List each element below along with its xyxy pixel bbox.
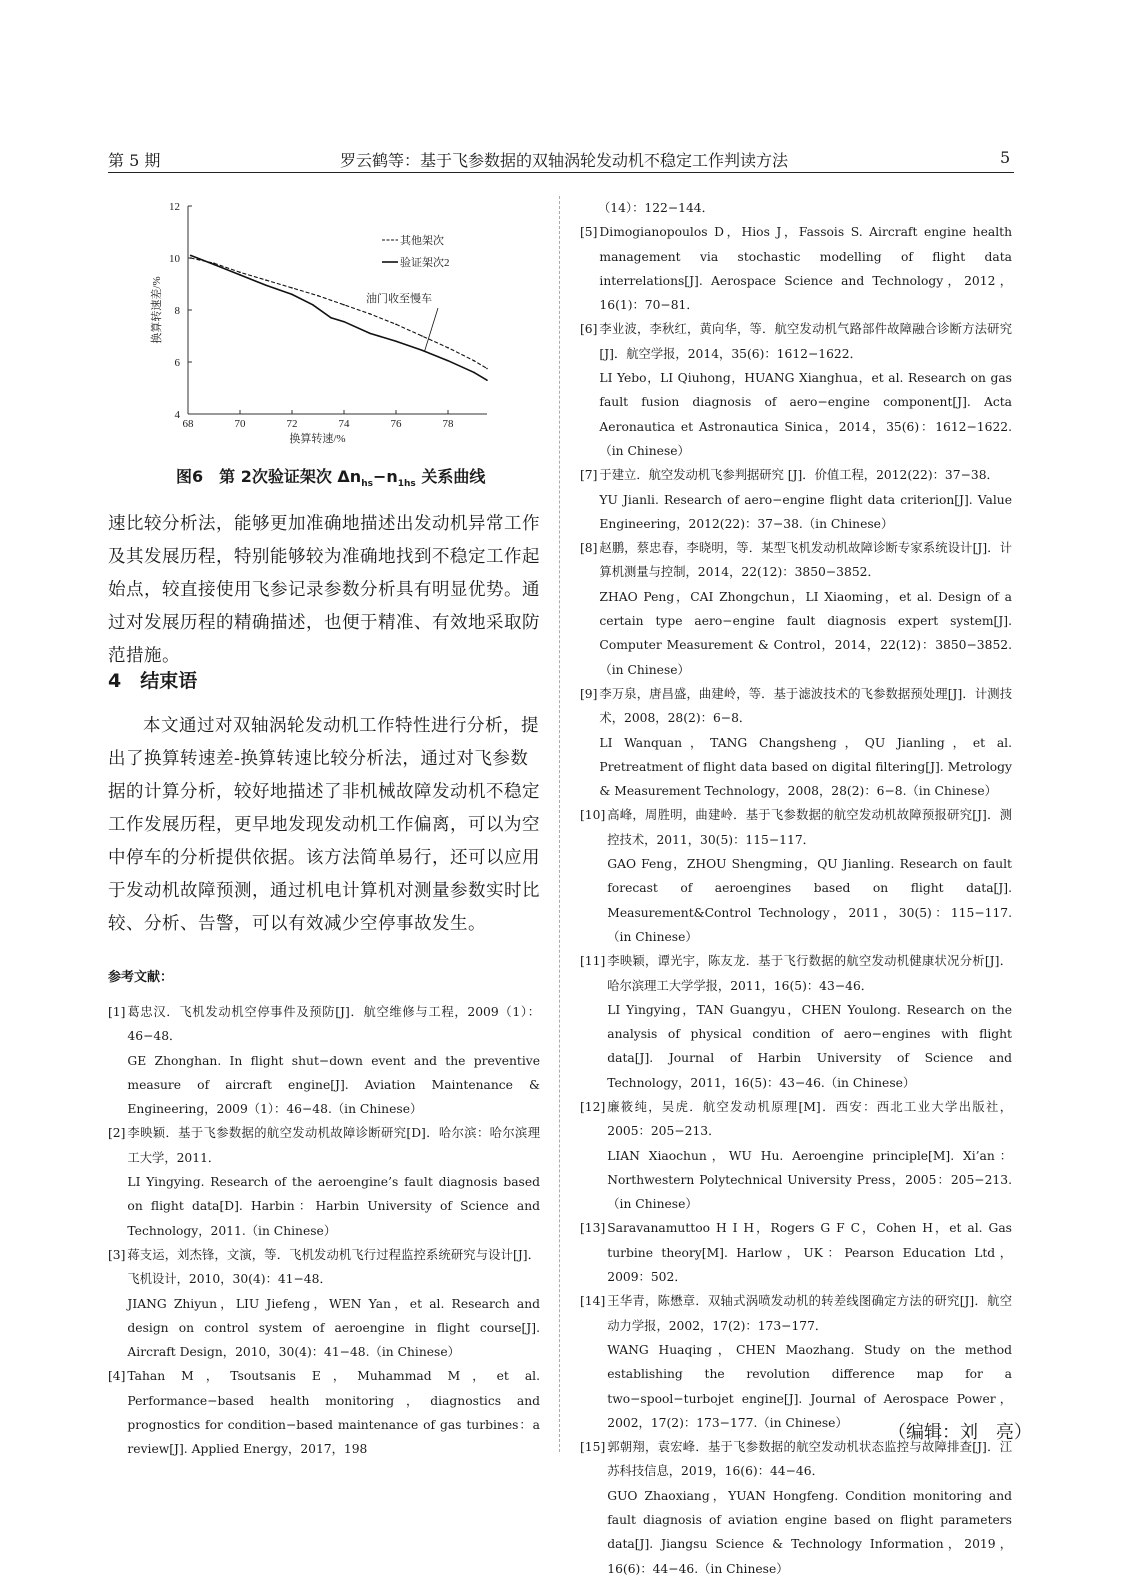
reference-number: [15] [580, 1440, 606, 1455]
caption-sub2: 1hs [397, 479, 416, 490]
reference-continuation: （14）：122−144． [598, 201, 714, 215]
reference-number: [10] [580, 808, 606, 823]
body-paragraph-1: 速比较分析法，能够更加准确地描述出发动机异常工作及其发展历程，特别能够较为准确地找到不稳定工作起始点，较直接使用飞参记录参数分析具有明显优势。通过对发展历程的精确描述，也便于精准、有效地采取防范措施。 [108, 514, 540, 666]
reference-number: [4] [108, 1369, 126, 1384]
data-point [343, 304, 345, 306]
reference-text: 王华青，陈懋章．双轴式涡喷发动机的转差线图确定方法的研究[J]．航空动力学报，2002，17(2)：173−177． [607, 1294, 1012, 1333]
reference-translation: LI Yebo，LI Qiuhong，HUANG Xianghua，et al. Research on gas fault fusion diagnosis of aero−engine component[J]. Acta Aeronautica et Astronautica Sinica，2014，35(6)：1612−1622.（in Chinese） [599, 371, 1012, 458]
chart-series [190, 255, 488, 381]
reference-text: Dimogianopoulos D，Hios J，Fassois S. Aircraft engine health management via stochastic modelling of flight data interrelations[J]. Aerospace Science and Technology，2012，16(1)：70−81． [599, 225, 1012, 313]
reference-translation: GE Zhonghan. In flight shut−down event and the preventive measure of aircraft engine[J]. Aviation Maintenance & Engineering，2009（1）：46−48.（in Chinese） [127, 1053, 540, 1117]
reference-number: [5] [580, 225, 598, 240]
x-tick-label: 70 [234, 418, 246, 430]
data-point [369, 313, 371, 315]
data-point [473, 360, 475, 362]
reference-text: 李业波，李秋红，黄向华，等．航空发动机气路部件故障融合诊断方法研究[J]．航空学报，2014，35(6)：1612−1622． [599, 322, 1012, 361]
annotation-pointer [425, 308, 438, 351]
data-point [239, 274, 241, 276]
data-point [265, 279, 267, 281]
reference-text: Tahan M，Tsoutsanis E，Muhammad M，et al. Performance−based health monitoring，diagnostics and prognostics for condition−based maintenance of gas turbines：a review[J]. Applied Energy，2017，198 [127, 1369, 540, 1457]
reference-item [108, 1121, 540, 1242]
reference-text: 葛忠汉．飞机发动机空停事件及预防[J]．航空维修与工程，2009（1）：46−48． [127, 1005, 540, 1044]
reference-item [580, 1095, 1012, 1216]
reference-translation: LI Yingying，TAN Guangyu，CHEN Youlong. Research on the analysis of physical condition of aero−engines with flight data[J]. Journal of Harbin University of Science and Technology，2011，16(5)：43−46.（in Chinese） [607, 1002, 1012, 1090]
reference-item [580, 1216, 1012, 1289]
reference-text: 蒋支运，刘杰锋，文演，等．飞机发动机飞行过程监控系统研究与设计[J]．飞机设计，2010，30(4)：41−48． [127, 1247, 540, 1287]
data-point [395, 340, 397, 342]
reference-number: [11] [580, 954, 606, 969]
reference-text: 李万泉，唐昌盛，曲建岭，等．基于滤波技术的飞参数据预处理[J]．计测技术，2008，28(2)：6−8． [599, 686, 1012, 726]
legend-label: 验证架次2 [400, 257, 450, 269]
chart-legend [382, 233, 450, 269]
reference-text: 廉筱纯，吴虎．航空发动机原理[M]．西安：西北工业大学出版社，2005：205−213． [607, 1099, 1012, 1139]
y-tick-label: 10 [169, 253, 180, 265]
x-tick-label: 68 [182, 418, 194, 430]
section-title: 4 结束语 [108, 670, 198, 692]
data-point [369, 333, 371, 335]
y-tick-label: 4 [174, 409, 180, 421]
data-point [486, 368, 488, 370]
reference-number: [7] [580, 468, 598, 483]
reference-translation: GUO Zhaoxiang，YUAN Hongfeng. Condition monitoring and fault diagnosis of aviation engine based on flight parameters data[J]. Jiangsu Science & Technology Information，2019，16(6)：44−46.（in Chinese） [607, 1488, 1012, 1576]
reference-item [580, 1289, 1012, 1435]
y-axis-label: 换算转速差/% [151, 276, 163, 344]
reference-item [108, 1243, 540, 1364]
running-title: 罗云鹤等：基于飞参数据的双轴涡轮发动机不稳定工作判读方法 [340, 151, 789, 170]
editor-note: （编辑：刘 亮） [888, 1422, 1032, 1443]
x-tick-label: 76 [390, 418, 402, 430]
data-point [473, 372, 475, 374]
reference-text: 高峰，周胜明，曲建岭．基于飞参数据的航空发动机故障预报研究[J]．测控技术，2011，30(5)：115−117． [607, 808, 1012, 847]
references-left-column [108, 1000, 540, 1462]
chart-annotation [366, 291, 438, 351]
series-line [191, 258, 487, 369]
data-point [447, 360, 449, 362]
reference-item [108, 1364, 540, 1461]
reference-translation: WANG Huaqing，CHEN Maozhang. Study on the method establishing the revolution difference map for a two−spool−turbojet engine[J]. Journal of Aerospace Power，2002，17(2)：173−177.（in Chinese） [607, 1342, 1012, 1430]
data-point [395, 324, 397, 326]
caption-sub1: hs [361, 479, 373, 490]
reference-text: 李映颖．基于飞参数据的航空发动机故障诊断研究[D]．哈尔滨：哈尔滨理工大学，2011． [127, 1126, 540, 1165]
references-title: 参考文献： [108, 970, 174, 985]
data-point [265, 285, 267, 287]
reference-text: 李映颖，谭光宇，陈友龙．基于飞行数据的航空发动机健康状况分析[J]．哈尔滨理工大学学报，2011，16(5)：43−46． [607, 954, 1012, 993]
series-1 [190, 257, 488, 369]
reference-number: [12] [580, 1099, 606, 1114]
reference-item [580, 1435, 1012, 1581]
data-point [343, 321, 345, 323]
legend-label: 其他架次 [400, 235, 444, 247]
reference-number: [14] [580, 1294, 606, 1309]
reference-text: 于建立．航空发动机飞参判据研究 [J]．价值工程，2012(22)：37−38． [599, 468, 999, 483]
caption-prefix: 图6 第 2次验证架次 Δn [176, 467, 362, 486]
reference-number: [6] [580, 322, 598, 337]
reference-item [580, 536, 1012, 682]
header-rule [108, 172, 1014, 173]
data-point [213, 264, 215, 266]
reference-translation: ZHAO Peng，CAI Zhongchun，LI Xiaoming，et al. Design of a certain type aero−engine fault diagnosis expert system[J]. Computer Measurement & Control，2014，22(12)：3850−3852.（in Chinese） [599, 589, 1012, 677]
reference-item [580, 803, 1012, 949]
references-right-column [580, 196, 1012, 1581]
column-divider [559, 196, 560, 1452]
reference-translation: LIAN Xiaochun，WU Hu. Aeroengine principle[M]. Xi’an：Northwestern Polytechnical University Press，2005：205−213.（in Chinese） [607, 1148, 1012, 1212]
reference-item [108, 1000, 540, 1121]
reference-item [580, 949, 1012, 1095]
reference-number: [8] [580, 541, 598, 556]
reference-number: [2] [108, 1126, 126, 1141]
data-point [486, 379, 488, 381]
data-point [239, 272, 241, 274]
data-point [190, 257, 192, 259]
reference-number: [13] [580, 1221, 606, 1236]
reference-translation: LI Yingying. Research of the aeroengine’s fault diagnosis based on flight data[D]. Harbin：Harbin University of Science and Technology，2011.（in Chinese） [127, 1175, 540, 1238]
caption-mid: −n [372, 467, 398, 486]
series-line [191, 255, 487, 380]
reference-text: 赵鹏，蔡忠春，李晓明，等．某型飞机发动机故障诊断专家系统设计[J]．计算机测量与控制，2014，22(12)：3850−3852． [599, 541, 1012, 580]
reference-number: [1] [108, 1005, 126, 1019]
data-point [421, 350, 423, 352]
caption-suffix: 关系曲线 [415, 467, 486, 486]
line-chart [140, 196, 500, 456]
x-tick-label: 72 [286, 418, 298, 430]
series-2 [190, 255, 488, 381]
figure-caption [176, 464, 485, 489]
reference-translation: GAO Feng，ZHOU Shengming，QU Jianling. Research on fault forecast of aeroengines based on flight data[J]. Measurement&Control Technology，2011，30(5)：115−117.（in Chinese） [607, 857, 1012, 944]
reference-item [580, 220, 1012, 317]
data-point [447, 347, 449, 349]
reference-translation: LI Wanquan，TANG Changsheng，QU Jianling，et al. Pretreatment of flight data based on digital filtering[J]. Metrology & Measurement Technology，2008，28(2)：6−8.（in Chinese） [599, 735, 1012, 799]
data-point [291, 287, 293, 289]
reference-translation: JIANG Zhiyun，LIU Jiefeng，WEN Yan，et al. Research and design on control system of aeroengine in flight course[J]. Aircraft Design，2010，30(4)：41−48.（in Chinese） [127, 1296, 540, 1360]
x-axis-label: 换算转速/% [289, 433, 346, 445]
reference-text: 郭朝翔，袁宏峰．基于飞参数据的航空发动机状态监控与故障排查[J]．江苏科技信息，2019，16(6)：44−46． [607, 1440, 1012, 1479]
x-tick-label: 74 [338, 418, 350, 430]
journal-issue: 第 5 期 [108, 151, 161, 170]
y-tick-label: 8 [174, 305, 180, 317]
data-point [291, 294, 293, 296]
figure-6 [140, 196, 500, 456]
data-point [421, 335, 423, 337]
data-point [330, 317, 332, 319]
y-tick-label: 12 [169, 201, 180, 213]
reference-number: [9] [580, 686, 598, 701]
reference-number: [3] [108, 1247, 126, 1262]
annotation-text: 油门收至慢车 [366, 293, 432, 305]
reference-translation: YU Jianli. Research of aero−engine flight data criterion[J]. Value Engineering，2012(22)：37−38.（in Chinese） [599, 492, 1012, 531]
reference-item [580, 682, 1012, 803]
x-tick-label: 78 [442, 418, 454, 430]
reference-item [580, 463, 1012, 536]
y-tick-label: 6 [174, 357, 180, 369]
body-paragraph-2: 本文通过对双轴涡轮发动机工作特性进行分析，提出了换算转速差-换算转速比较分析法，通过对飞参数据的计算分析，较好地描述了非机械故障发动机不稳定工作发展历程，更早地发现发动机工作偏离，可以为空中停车的分析提供依据。该方法简单易行，还可以应用于发动机故障预测，通过机电计算机对测量参数实时比较、分析、告警，可以有效减少空停事故发生。 [108, 716, 540, 934]
page-number: 5 [1000, 148, 1011, 167]
data-point [190, 255, 192, 257]
reference-text: Saravanamuttoo H I H，Rogers G F C，Cohen H，et al. Gas turbine theory[M]. Harlow，UK：Pearson Education Ltd，2009：502． [607, 1221, 1012, 1285]
reference-item [580, 317, 1012, 463]
data-point [317, 295, 319, 297]
data-point [312, 304, 314, 306]
